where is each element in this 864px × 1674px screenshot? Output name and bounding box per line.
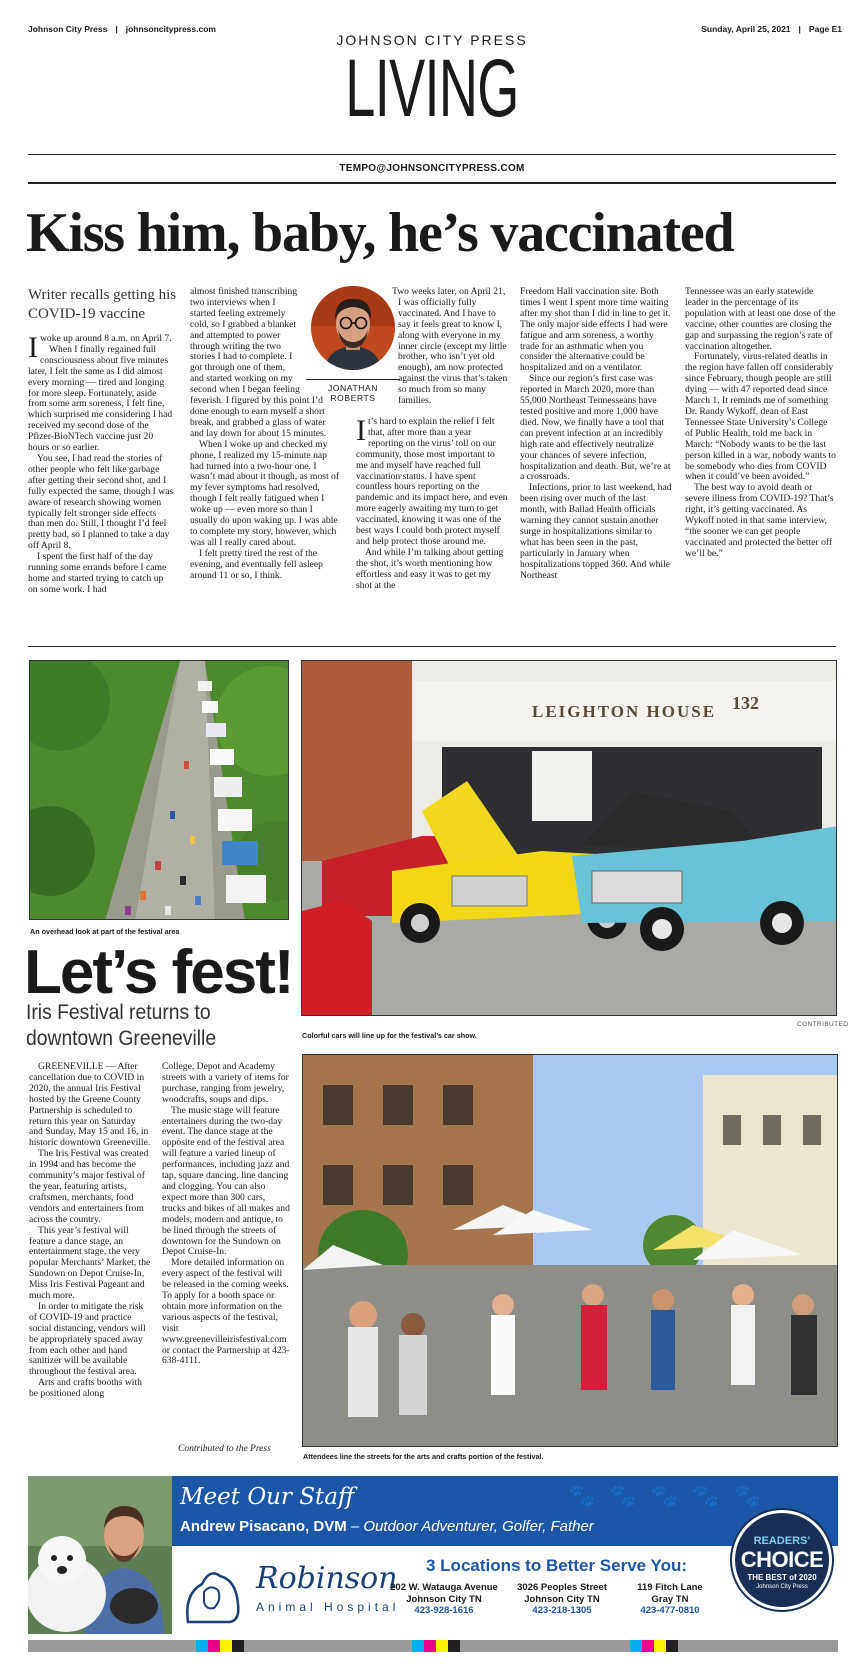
- topbar-left: Johnson City Press | johnsoncitypress.com: [28, 24, 216, 34]
- photo1-caption: An overhead look at part of the festival area: [30, 927, 180, 936]
- section-email[interactable]: TEMPO@JOHNSONCITYPRESS.COM: [339, 163, 525, 174]
- paragraph: When I finally regained full consciousness about five minutes later, I felt the same as I did almost every morning — tired and longing for more sleep. Fortunately, aside from some arm soreness, I felt fine, which surprised me considering I had received my second dose of the Pfizer-BioNTech vaccine just 20 hours or so earlier.: [28, 343, 173, 454]
- photo2-caption: Colorful cars will line up for the festival’s car show.: [302, 1031, 477, 1040]
- paragraph: You see, I had read the stories of other people who felt like garbage after getting their second shot, and I fully expected the same, though I was aware of research showing women typically felt stronger side effects than men do. Still, I thought I’d feel pretty bad, so I planned to take a day off April 8.: [28, 452, 174, 552]
- paragraph: And while I’m talking about getting the shot, it’s worth mentioning how effortless and easy it was to get my shot at the: [356, 546, 504, 591]
- story1-column-4: [520, 287, 672, 635]
- ad-meet-heading: Meet Our Staff: [180, 1484, 355, 1510]
- location-phone[interactable]: 423-218-1305: [532, 1605, 592, 1616]
- dropcap: I: [28, 334, 38, 364]
- paragraph: GREENEVILLE — After cancellation due to COVID in 2020, the annual Iris Festival hosted by the Greene County Partnership is scheduled to return this year on Saturday and Sunday, May 15 and 16, in historic downtown Greeneville.: [29, 1062, 151, 1149]
- paragraph: Since our region’s first case was reported in March 2020, more than 55,000 Northeast Tennesseans have tested positive and more 1,000 have died. Now, we finally have a tool that can prevent infection at an incredibly high rate and effectively neutralize your chances of severe infection, hospitalization and death. But, we’re at a crossroads.: [520, 373, 671, 483]
- hospital-logo-icon: [180, 1564, 246, 1626]
- paragraph: College, Depot and Academy streets with a variety of items for purchase, ranging from jewelry, woodcrafts, soups and dips.: [162, 1062, 289, 1105]
- location-city: Johnson City TN: [524, 1593, 600, 1605]
- story2-column-2: [162, 1062, 290, 1442]
- hospital-logo-subtitle: Animal Hospital: [256, 1600, 400, 1614]
- registration-mark: [196, 1640, 244, 1652]
- location-street: 3026 Peoples Street: [517, 1582, 607, 1593]
- topbar-right: Sunday, April 25, 2021 | Page E1: [701, 24, 842, 34]
- location-street: 119 Fitch Lane: [637, 1582, 703, 1593]
- paragraph: Arts and crafts booths with be positioned along: [29, 1377, 142, 1400]
- paragraph: Fortunately, virus-related deaths in the region have fallen off considerably since February, though people are still dying — with 47 reported dead since March 1. It reminds me of something Dr. Randy Wykoff, dean of East Tennessee State University’s College of Public Health, told me back in March: “Nobody wants to be the last person killed in a war, nobody wants to be somebody who dies from COVID when it could’ve been avoided.”: [685, 351, 836, 483]
- masthead-rule-top: [28, 154, 836, 155]
- festival-overhead-photo: [29, 660, 289, 920]
- paragraph: In order to mitigate the risk of COVID-19 and practice social distancing, vendors will be appropriately spaced away from each other and hand sanitizer will be available throughout the festival area.: [29, 1300, 146, 1378]
- contributed-note: Contributed to the Press: [178, 1444, 271, 1454]
- paragraph: The best way to avoid death or severe illness from COVID-19? That’s right, it’s getting vaccinated. As Wykoff noted in that same interview, “the sooner we can get people vaccinated and protected the better off we’ll be.”: [685, 482, 834, 559]
- photo3-caption: Attendees line the streets for the arts and crafts portion of the festival.: [303, 1452, 544, 1461]
- ad-doctor-name: Andrew Pisacano, DVM: [180, 1518, 347, 1535]
- paragraph-text: t’s hard to explain the relief I felt that, after more than a year reporting on the virus’ toll on our community, those most important to me and myself have reached full vaccination status. I have spent countless hours reporting on the pandemic and its impact here, and even more eagerly awaiting my turn to get vaccinated, knowing it was one of the best ways I could both protect myself and help protect those around me.: [356, 415, 508, 547]
- paragraph: More detailed information on every aspect of the festival will be released in the coming weeks. To apply for a booth space or obtain more information on the various aspects of the festival, visit www.greenevilleirisfestival.com or contact the Partnership at 423-638-4111.: [162, 1257, 290, 1367]
- location-phone[interactable]: 423-928-1616: [414, 1605, 474, 1616]
- location-street: 202 W. Watauga Avenue: [390, 1582, 498, 1593]
- paragraph: When I woke up and checked my phone, I realized my 15-minute nap had turned into a two-hour one. I wasn’t mad about it though, as most of my fever symptoms had resolved, though I felt really fatigued when I woke up — even more so than I usually do upon waking up. I was able to complete my story, however, which was all I really cared about.: [190, 438, 340, 548]
- paragraph: Freedom Hall vaccination site. Both times I went I spent more time waiting after my shot than I did in line to get it. The only major side effects I had were fatigue and arm soreness, a worthy trade for an asthmatic when you consider the alternative could be hospitalized and on a ventilator.: [520, 287, 671, 374]
- story1-column-1: [28, 334, 175, 634]
- location-city: Gray TN: [651, 1593, 689, 1605]
- paragraph: This year’s festival will feature a dance stage, an entertainment stage, the very popular Merchants’ Market, the Sundown on Depot Cruise-In, Miss Iris Festival Pageant and much more.: [29, 1224, 151, 1302]
- paragraph: The Iris Festival was created in 1994 and has become the community’s major festival of the year, featuring artists, craftsmen, merchants, food vendors and entertainers from across the country.: [29, 1148, 149, 1225]
- paragraph: The music stage will feature entertainers during the two-day event. The dance stage at the opposite end of the festival area will feature a varied lineup of performances, including jazz and tap, square dancing, line dancing and clogging. You can also expect more than 300 cars, trucks and bikes of all makes and models, modern and antique, to be lined through the streets of downtown for the Sundown on Depot Cruise-In.: [162, 1104, 290, 1258]
- issue-date: Sunday, April 25, 2021: [701, 24, 791, 34]
- street-crowd-photo: [302, 1054, 838, 1447]
- ad-staff-photo: [28, 1476, 172, 1634]
- story-divider: [28, 646, 836, 647]
- car-show-photo: [301, 660, 837, 1016]
- registration-mark: [630, 1640, 678, 1652]
- location-phone[interactable]: 423-477-0810: [640, 1605, 700, 1616]
- dropcap: I: [356, 413, 366, 447]
- ad-doctor: [180, 1518, 594, 1535]
- page-number: Page E1: [808, 24, 842, 34]
- paragraph: Tennessee was an early statewide leader in the percentage of its population with at least one dose of the vaccine, other counties are closing the gap and surpassing the region’s rate of vaccination altogether.: [685, 287, 836, 352]
- masthead-paper-name: JOHNSON CITY PRESS: [336, 32, 528, 48]
- paragraph: Two weeks later, on April 21, I was officially fully vaccinated. And I have to say it feels great to know I, along with everyone in my inner circle (except my little brother, who isn’t yet old enough), am now protected against the virus that’s taken so much from so many families.: [392, 287, 508, 407]
- badge-line-1: READERS’: [753, 1535, 811, 1547]
- story2-column-1: [29, 1062, 151, 1442]
- story2-subhead: Iris Festival returns to downtown Greeneville: [26, 1001, 217, 1050]
- story1-subhead: Writer recalls getting his COVID-19 vaccine: [28, 287, 177, 322]
- paw-print-icon: 🐾🐾🐾🐾🐾: [568, 1484, 775, 1509]
- section-title: LIVING: [345, 43, 519, 134]
- location-city: Johnson City TN: [406, 1593, 482, 1605]
- ad-locations-title: 3 Locations to Better Serve You:: [426, 1556, 688, 1575]
- paragraph: Infections, prior to last weekend, had been rising over much of the last month, with Ballad Health officials warning they cannot sustain another surge in hospitalizations similar to what has been seen in the past, particularly in January when hospitalizations topped 360. And while Northeast: [520, 482, 672, 581]
- vet-advertisement[interactable]: [28, 1476, 838, 1634]
- location-1: [384, 1582, 504, 1617]
- registration-mark: [412, 1640, 460, 1652]
- readers-choice-badge: [732, 1510, 832, 1610]
- paper-name: Johnson City Press: [28, 24, 108, 34]
- photo-sign-text: LEIGHTON HOUSE: [532, 702, 717, 721]
- badge-line-3: THE BEST of 2020: [747, 1573, 817, 1582]
- story1-column-5: [685, 287, 837, 635]
- hospital-logo-name: Robinson: [256, 1561, 398, 1596]
- badge-line-2: CHOICE: [740, 1547, 824, 1572]
- location-3: [610, 1582, 730, 1617]
- badge-line-4: Johnson City Press: [756, 1584, 808, 1590]
- author-headshot: [311, 286, 395, 370]
- paragraph: almost finished transcribing two interviews when I started feeling extremely cold, so I grabbed a blanket and attempted to power through writing the two stories I had to complete. I got through one of them, and started working on my second when I began feeling feverish. I figured by this point I’d done enough to earn myself a short break, and grabbed a glass of water and lay down for about 15 minutes.: [190, 287, 327, 439]
- story2-headline: Let’s fest!: [24, 938, 293, 1007]
- paragraph: I spent the first half of the day running some errands before I came home and started trying to catch up on some work. I had: [28, 551, 167, 595]
- paragraph: I felt pretty tired the rest of the evening, and eventually fell asleep around 11 or so, I think.: [190, 547, 323, 581]
- photo-sign-number: 132: [732, 693, 759, 713]
- paragraph-text: woke up around 8 a.m. on April 7.: [40, 334, 172, 344]
- ad-doctor-description: – Outdoor Adventurer, Golfer, Father: [346, 1518, 594, 1535]
- masthead-rule-bottom: [28, 182, 836, 184]
- paragraph: [356, 413, 508, 548]
- site-link[interactable]: johnsoncitypress.com: [125, 24, 216, 34]
- location-2: [502, 1582, 622, 1617]
- author-byline: JONATHAN ROBERTS: [306, 379, 400, 403]
- photo2-credit: CONTRIBUTED: [797, 1021, 849, 1028]
- story1-headline: Kiss him, baby, he’s vaccinated: [26, 202, 734, 264]
